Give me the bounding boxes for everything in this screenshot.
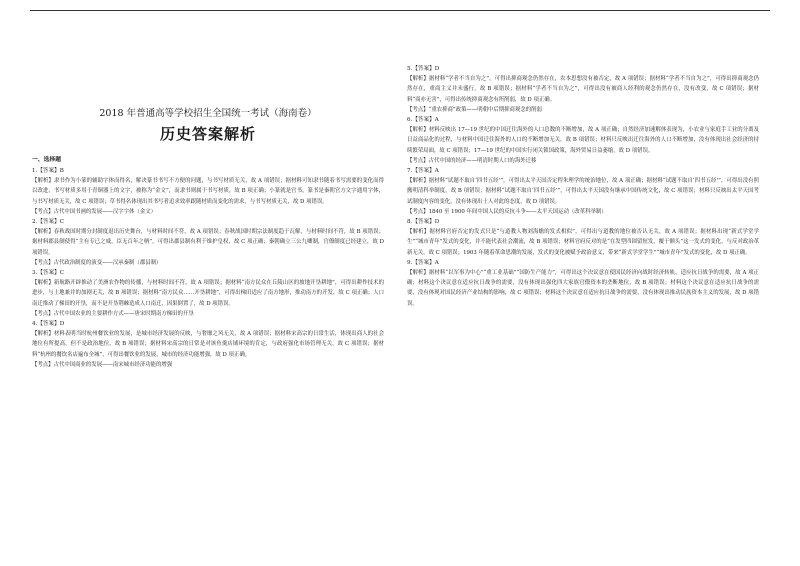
section-heading: 一、选择题 [32, 157, 61, 163]
q8-analysis: 【解析】据材料官府否定的发式只是“与道教人物刘海蟾的发式相似”，可得出与道教的地位被否认无关，故 A 项错误；据材料出现“新式学堂学生”“城市青年”发式的变化，并不能代表社会潮流，故 B 项错误；材料官府反对的是“在发型四围留短发，覆于额头”这一发式的变化，与反对政治革新无关，故 C 项错误；1903 年随着革命思潮的发展，发式的变化被赋予政治意义，带来“新式学堂学生”“城市青年”发式的变化，故 D 项正确。 [407, 229, 759, 256]
q6-answer: 6.【答案】A [407, 117, 439, 124]
left-column [32, 105, 384, 370]
q1-answer: 1.【答案】B [32, 168, 64, 174]
q5-analysis: 【解析】据材料“学者不当自为之”，可得出抑商观念仍然存在，农本思想没有被否定，故 A 项错误；据材料“学者不当自为之”，可得出抑商观念仍然存在，重商主义并未盛行，故 B 项错误；据材料“学者不当自为之”，可得出没有被商人经利的观念仍然存在，没有改变，故 C 项错误；据材料“商亦无害”，可得出传统抑商观念有所削弱，故 D 项正确。 [407, 76, 759, 103]
q9-answer: 9.【答案】A [407, 259, 439, 266]
q7-answer: 7.【答案】A [407, 168, 439, 175]
q3-analysis: 【解析】新航路开辟推动了美洲农作物的传播，与材料时间不符，故 A 项错误；据材料“南方民众在丘陵山区的坡地开垦耕地”，可得出耕作技术的进步，与土地兼并的加剧无关，故 B 项错误；据材料“南方民众……开垦耕地”，可得出梯田适应了南方地形，推动南方的开发，故 C 项正确；人口南迁推动了梯田的开垦，而不是开垦荆棘造成人口南迁，因果倒置了，故 D 项错误。 [32, 280, 384, 307]
q2-point: 【考点】古代政治制度的演变——汉承秦制（郡县制） [32, 259, 162, 266]
q2-analysis: 【解析】春秋战国时期分封制度退出历史舞台，与材料时间不符，故 A 项错误；春秋战国时期宗法制度趋于瓦解，与材料时间不符，故 B 项错误；据材料郡县制使得“主有专已之威，臣无百年之柄”，可得出郡县制有利于维护皇权，故 C 项正确；秦朝确立三公九卿制，官僚制度已经建立，故 D 项错误。 [32, 229, 384, 256]
q3-point: 【考点】古代中国农业的主要耕作方式——唐宋时期南方梯田的开垦 [32, 310, 194, 317]
q7-point: 【考点】1840 至 1900 年间中国人民的反抗斗争——太平天国运动（改革科举制） [407, 208, 607, 215]
q5-answer: 5.【答案】D [407, 66, 440, 72]
top-rule [30, 10, 770, 11]
q4-answer: 4.【答案】D [32, 321, 65, 328]
doc-subtitle: 历史答案解析 [159, 125, 256, 143]
right-column [407, 64, 759, 309]
q8-answer: 8.【答案】D [407, 219, 440, 226]
q7-analysis: 【解析】据材料“试题不取自‘四书五经’”，可得出太平天国否定程朱理学的统治地位，故 A 项正确；据材料“试题不取自‘四书五经’”，可得出没有照搬明清科举制度，故 B 项错误；据材料“试题不取自‘四书五经’”，可得出太平天国没有继承中国传统文化，故 C 项错误；材料只反映出太平天国考试制度内容的变化，没有体现出士人对此的态度，故 D 项错误。 [407, 178, 759, 205]
q9-analysis: 【解析】据材料“以军事为中心”“重工业基础”“国防生产能力”，可得出这个决议意在使国民经济向战时经济转轨，适应抗日战争的需要，故 A 项正确；材料这个决议意在适应抗日战争的需要，没有体现出强化四大家族官僚资本的垄断地位，故 B 项错误；材料这个决议意在适应抗日战争的需要，没有体现对国民经济产业结构的影响，故 C 项错误；材料这个决议意在适应抗日战争的需要，没有体现出推动民族资本主义的发展，故 D 项错误。 [407, 270, 759, 307]
q6-analysis: 【解析】材料反映出 17—19 世纪的中国迁往海外的人口总数的不断增加，故 A 项正确；自然经济加速解体表现为，小农业与家庭手工业的分离及日益商品化的过程，与材料中国迁往海外的人口的不断增加无关，故 B 项错误；材料只反映出迁往海外的人口不断增加，没有体现出社会经济的持续繁荣局面，故 C 项错误；17—19 世纪的中国实行闭关锁国政策，海外贸易日益萎缩，故 D 项错误。 [407, 127, 759, 154]
q3-answer: 3.【答案】C [32, 270, 64, 277]
q6-point: 【考点】古代中国的经济——明清时期人口的海外迁移 [407, 157, 537, 164]
q1-analysis: 【解析】隶书作为小篆的辅助字体而得名，解决篆书书写不方便的问题，与书写材质无关，故 A 项错误；据材料可知隶书随着书写需要的变化而得以改进，书写材质多用于青铜器上的文字，被称为“金文”，而隶书则属于书写材质，故 B 项正确；小篆就是官书，篆书是秦朝官方文字通用字体，与书写材质无关，故 C 项错误；草书得名体现出其书写者追求效率跟随材质而变化的需求，与书写材质无关，故 D 项错误。 [32, 178, 384, 205]
q1-point: 【考点】古代中国书画的发展——汉字字体（金文） [32, 208, 156, 215]
q2-answer: 2.【答案】C [32, 219, 64, 226]
q5-point: 【考点】“重农抑商”政策——明朝中后期抑商观念的削弱 [407, 106, 542, 113]
q4-point: 【考点】古代中国商业的发展——南宋城市经济功能的增强 [32, 361, 173, 368]
q4-analysis: 【解析】材料表明当时杭州餐饮业的发展，是城市经济发展的反映，与奢靡之风无关，故 A 项错误；据材料宋高宗的日常生活，体现出商人的社会地位有所提高，但不是政治地位，故 B 项错误；据材料宋高宗的日常是对该鱼羹店铺环境的肯定，与政府强化市场管理无关，故 C 项错误；据材料“杭州的餐饮名店遍布全城”，可得出餐饮业的发展，城市的经济功能增强，故 D 项正确。 [32, 331, 384, 358]
doc-title: 2018 年普通高等学校招生全国统一考试（海南卷） [99, 108, 317, 119]
